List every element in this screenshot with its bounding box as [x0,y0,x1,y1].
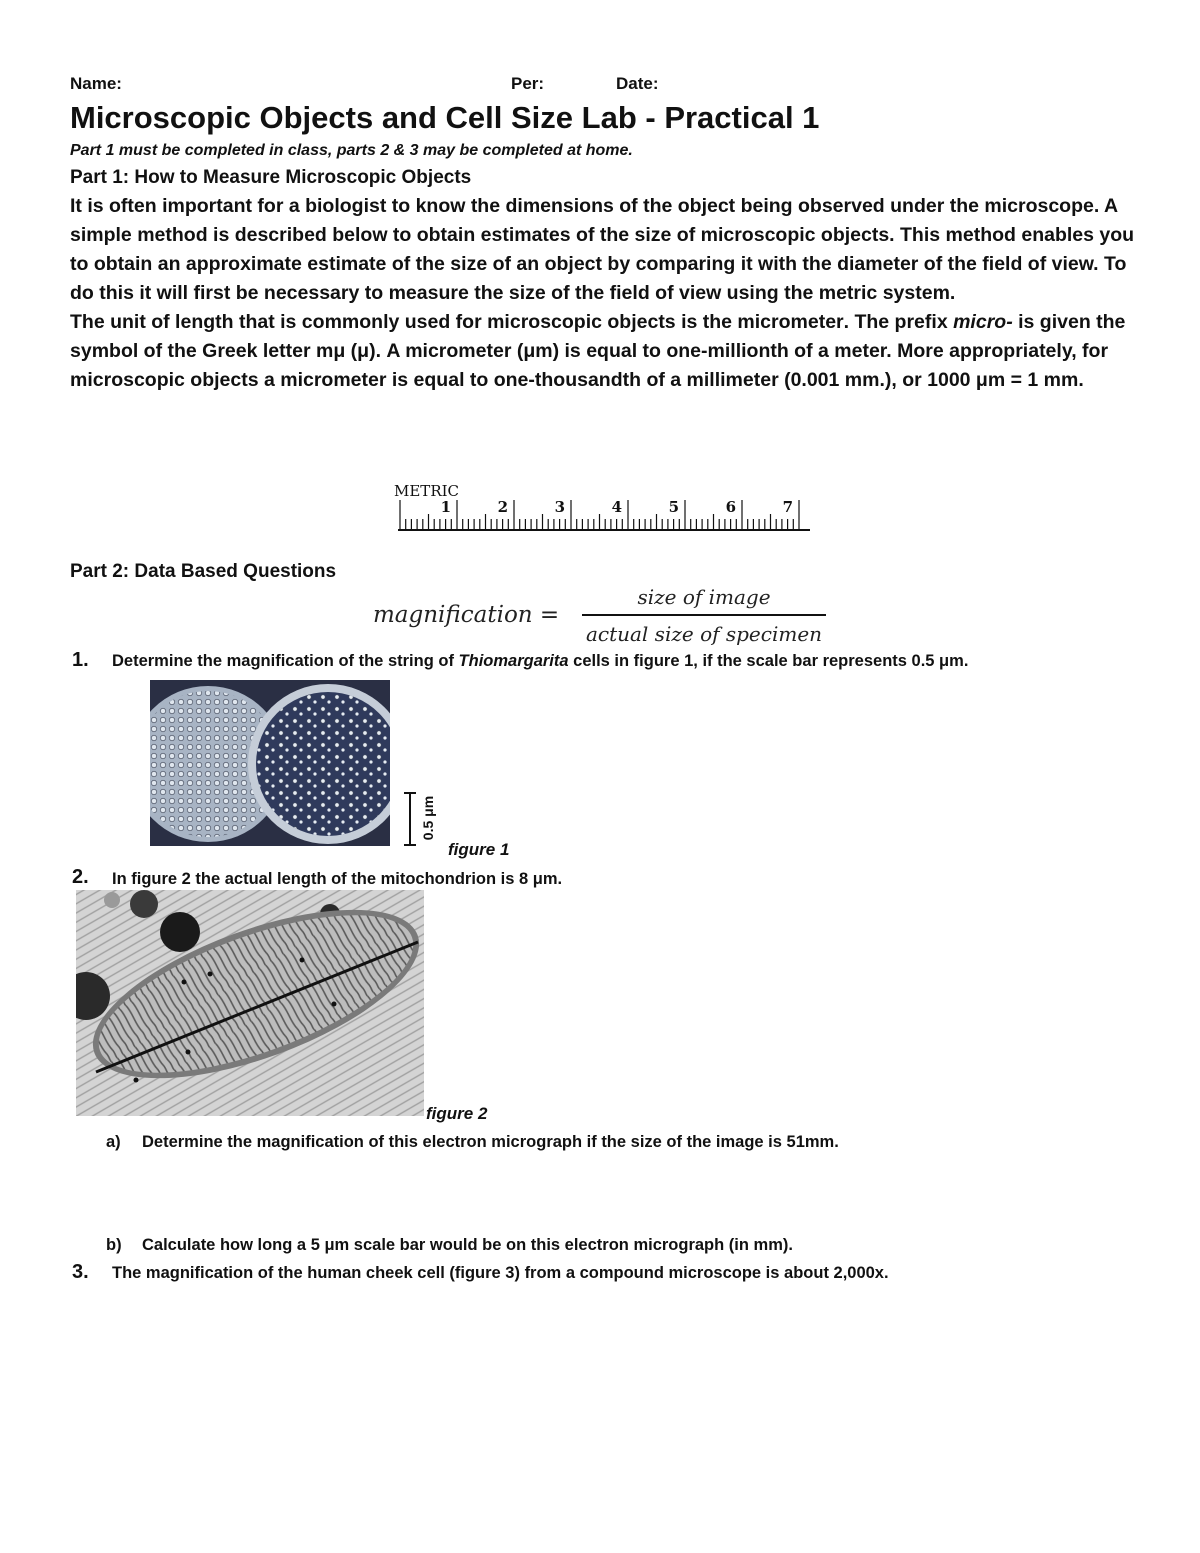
figure1-micrograph [150,680,390,846]
formula-lhs: magnification = [373,602,560,628]
q3-number: 3. [72,1261,89,1283]
figure2-caption: figure 2 [426,1104,488,1123]
mitochondrion-image [76,890,424,1116]
period-label: Per: [511,74,545,93]
part1-body [70,192,1150,395]
figure1-caption: figure 1 [448,840,510,859]
ruler-number: 6 [725,498,736,516]
formula-denominator: actual size of specimen [585,622,823,646]
metric-ruler [392,480,812,536]
micro-prefix: micro- [953,311,1013,333]
ruler-number: 1 [440,498,451,516]
q2b-label: b) [106,1236,122,1254]
instructions-note: Part 1 must be completed in class, parts 2 & 3 may be completed at home. [70,142,633,159]
ruler-number: 4 [611,498,622,516]
q3-text: The magnification of the human cheek cell (figure 3) from a compound microscope is about 2,000x. [112,1264,889,1282]
formula-fraction-bar [582,614,826,616]
ruler-number: 2 [497,498,508,516]
q1-text: Determine the magnification of the string of Thiomargarita cells in figure 1, if the scale bar represents 0.5 μm. [112,652,969,670]
q1-number: 1. [72,649,89,671]
page-title: Microscopic Objects and Cell Size Lab - Practical 1 [70,100,820,135]
scale-bar-label-box [418,792,438,848]
date-label: Date: [616,74,659,93]
q2a-label: a) [106,1133,121,1151]
ruler-number: 5 [668,498,679,516]
name-label: Name: [70,74,122,93]
thiomargarita-term: Thiomargarita [458,652,569,670]
part1-heading: Part 1: How to Measure Microscopic Objects [70,167,472,188]
part1-paragraph1: It is often important for a biologist to know the dimensions of the object being observed under the microscope. A simple method is described below to obtain estimates of the size of microscopic objects. This method enables you to obtain an approximate estimate of the size of an object by comparing it with the diameter of the field of view. To do this it will first be necessary to measure the size of the field of view using the metric system. [70,195,1135,304]
formula-numerator: size of image [637,585,771,609]
scale-bar-label: 0.5 μm [420,795,436,841]
ruler-label: METRIC [394,482,460,500]
thiomargarita-cells-image [150,680,390,846]
q2b-text: Calculate how long a 5 μm scale bar would be on this electron micrograph (in mm). [142,1236,793,1254]
part1-paragraph2: The unit of length that is commonly used for microscopic objects is the micrometer. The prefix micro- is given the symbol of the Greek letter mμ (μ). A micrometer (μm) is equal to one-millionth of a meter. More appropriately, for microscopic objects a micrometer is equal to one-thousandth of a millimeter (0.001 mm.), or 1000 μm = 1 mm. [70,311,1126,391]
ruler-number: 3 [554,498,565,516]
scale-bar [404,792,416,846]
metric-ruler-graphic [392,480,812,536]
figure2-micrograph [76,890,424,1116]
part2-heading: Part 2: Data Based Questions [70,561,337,582]
micrometer-term: micrometer [737,311,844,333]
q2-text: In figure 2 the actual length of the mitochondrion is 8 μm. [112,870,563,888]
q2-number: 2. [72,866,89,888]
q2a-text: Determine the magnification of this electron micrograph if the size of the image is 51mm. [142,1133,839,1151]
ruler-number: 7 [782,498,793,516]
